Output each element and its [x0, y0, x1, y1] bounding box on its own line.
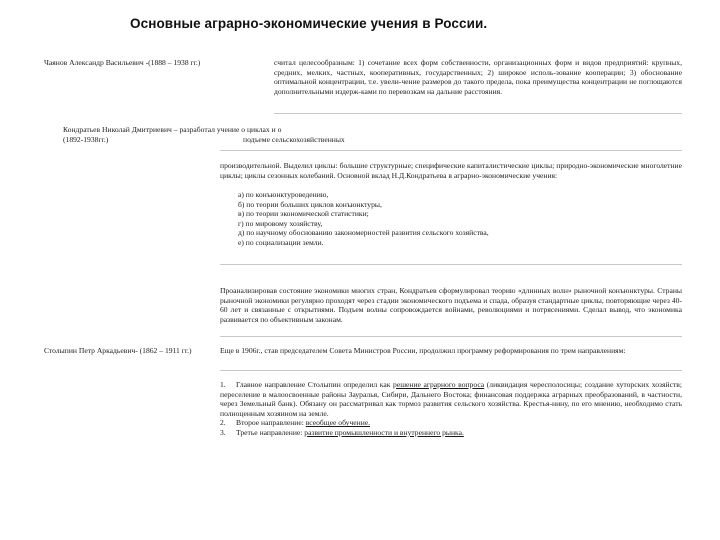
- stolypin-directions: [220, 380, 682, 438]
- chayanov-name: Чаянов Александр Васильевич -(1888 – 1938 гг.): [44, 58, 201, 67]
- list-item: [220, 418, 682, 428]
- kondratiev-text2: Проанализировав состояние экономики многих стран, Кондратьев сформулировал теорию «длинных волн» рыночной конъюнктуры. Страны рыночной экономики регулярно проходят через стадии экономического подъема и спада, образуя стандартные циклы, повторяющие через 40-60 лет и связанные с открытиями. Подъем волны сопровождается войнами, революциями и потрясениями. Сделал вывод, что экономика развивается по объективным законам.: [220, 286, 682, 324]
- list-item: в) по теории экономической статистики;: [238, 209, 369, 219]
- kondratiev-text1: производительной. Выделил циклы: большие структурные; специфические капиталистические циклы; природно-экономические многолетние циклы; циклы сезонных колебаний. Основной вклад Н.Д.Кондратьева в аграрно-экономические учения:: [220, 161, 682, 180]
- direction-text: Второе направление:: [236, 418, 306, 428]
- kondratiev-contributions: [238, 190, 678, 248]
- kondratiev-name-cont: подъеме сельскохозяйственных: [243, 134, 345, 144]
- list-item: д) по научному обоснованию закономерностей развития сельского хозяйства,: [238, 228, 489, 238]
- list-item: [220, 380, 682, 418]
- direction-highlight: развитие промышленности и внутреннего рынка.: [304, 427, 464, 437]
- stolypin-intro: Еще в 1906г., став председателем Совета Министров России, продолжил программу реформирования по трем направлениям:: [220, 346, 626, 355]
- list-item: е) по социализации земли.: [238, 237, 324, 247]
- direction-text: (ликвидация чересполосицы; создание хуторских хозяйств; переселение в малоосвоенные районы Зауралья, Сибири, Дальнего Востока; финансовая поддержка аграрных преобразований, в частности, через Земельный банк). Обязану он рассматривал как тормоз развития сельского хозяйства. Крестья-нину, по его мнению, необходимо стать полноценным хозяином на земле.: [220, 380, 682, 418]
- page-title: Основные аграрно-экономические учения в России.: [130, 16, 488, 31]
- direction-highlight: всеобщее обучение.: [305, 418, 371, 428]
- direction-highlight: решение аграрного вопроса: [393, 380, 485, 389]
- list-item: а) по конъюнктуроведению,: [238, 190, 329, 199]
- list-number: 2.: [220, 418, 226, 428]
- stolypin-name: Столыпин Петр Аркадьевич- (1862 – 1911 гг.): [44, 346, 192, 355]
- direction-text: Третье направление:: [236, 427, 305, 437]
- list-number: 3.: [220, 427, 226, 437]
- chayanov-text: считал целесообразным: 1) сочетание всех форм собственности, организационных форм и видов предприятий: крупных, средних, мелких, частных, кооперативных, государственных; 2) широкое исполь-зование кооперации; 3) обоснование оптимальной концентрации, т.е. увели-чение размеров до такого предела, пока преимущества концентрации не поглощаются дополнительными издерж-ками по перевозкам на дальние расстояния.: [274, 58, 682, 96]
- direction-text: Главное направление Столыпин определил как: [236, 380, 394, 389]
- divider: [220, 150, 682, 151]
- divider: [220, 336, 682, 337]
- list-item: [220, 428, 682, 438]
- kondratiev-name-line1: Кондратьев Николай Дмитриевич – разработал учение о циклах и о: [63, 125, 282, 134]
- list-item: б) по теории больших циклов конъюнктуры,: [238, 199, 382, 209]
- kondratiev-years: (1892-1938гг.): [63, 134, 109, 144]
- divider: [274, 113, 682, 114]
- list-number: 1.: [220, 380, 226, 389]
- kondratiev-name: [63, 125, 393, 144]
- list-item: г) по мировому хозяйству,: [238, 218, 323, 228]
- divider: [220, 264, 682, 265]
- divider: [220, 370, 682, 371]
